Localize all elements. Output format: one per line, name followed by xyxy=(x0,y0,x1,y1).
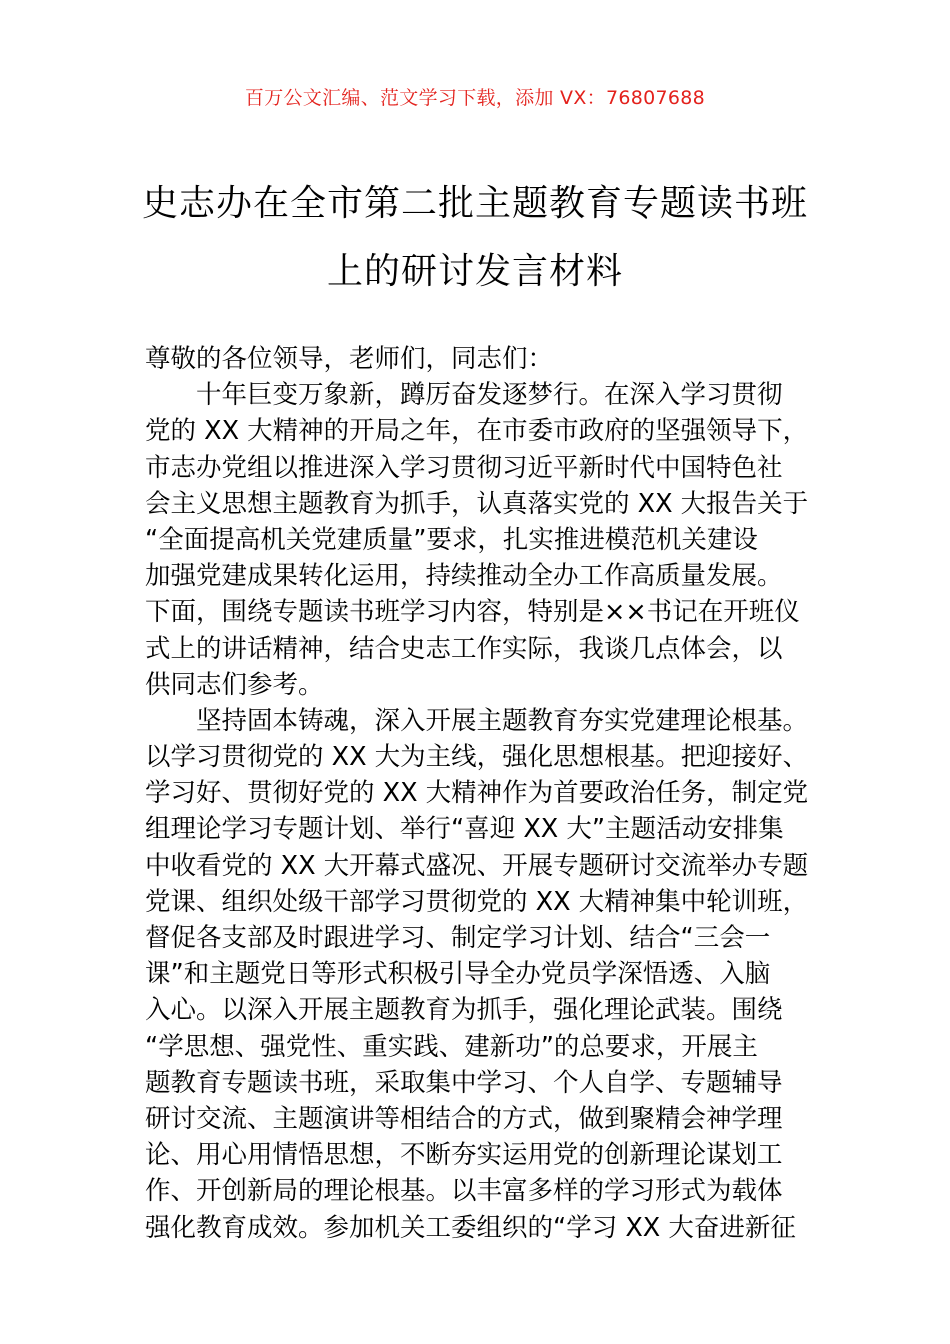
paragraph-2-line: 论、用心用情悟思想，不断夯实运用党的创新理论谋划工 xyxy=(145,1140,783,1171)
document-body xyxy=(145,341,835,1246)
paragraph-1-line: 式上的讲话精神，结合史志工作实际，我谈几点体会，以 xyxy=(145,633,783,664)
paragraph-2-line: 督促各支部及时跟进学习、制定学习计划、结合“三会一 xyxy=(145,923,771,953)
paragraph-2-line: 入心。以深入开展主题教育为抓手，强化理论武装。围绕 xyxy=(145,995,783,1026)
promo-banner: 百万公文汇编、范文学习下载，添加 VX：76807688 xyxy=(244,87,706,109)
paragraph-2-line: “学思想、强党性、重实践、建新功”的总要求，开展主 xyxy=(145,1031,758,1062)
paragraph-1-line: 党的 XX 大精神的开局之年，在市委市政府的坚强领导下， xyxy=(145,416,809,447)
salutation: 尊敬的各位领导，老师们，同志们： xyxy=(145,344,554,374)
paragraph-2-line: 研讨交流、主题演讲等相结合的方式，做到聚精会神学理 xyxy=(145,1103,783,1134)
paragraph-1-line: 供同志们参考。 xyxy=(145,669,324,700)
paragraph-2-line: 以学习贯彻党的 XX 大为主线，强化思想根基。把迎接好、 xyxy=(145,742,809,773)
paragraph-1-line: 会主义思想主题教育为抓手，认真落实党的 XX 大报告关于 xyxy=(145,488,809,519)
paragraph-1-line: 十年巨变万象新，蹲厉奋发逐梦行。在深入学习贯彻 xyxy=(196,380,783,411)
paragraph-1-line: “全面提高机关党建质量”要求，扎实推进模范机关建设 xyxy=(145,524,758,555)
paragraph-1-line: 下面，围绕专题读书班学习内容，特别是××书记在开班仪 xyxy=(145,597,800,628)
paragraph-2-line: 作、开创新局的理论根基。以丰富多样的学习形式为载体 xyxy=(145,1176,783,1207)
paragraph-2-line: 组理论学习专题计划、举行“喜迎 XX 大”主题活动安排集 xyxy=(145,814,784,845)
document-title-line-2: 上的研讨发言材料 xyxy=(326,251,623,292)
paragraph-2-line: 坚持固本铸魂，深入开展主题教育夯实党建理论根基。 xyxy=(196,705,809,736)
paragraph-2-line: 中收看党的 XX 大开幕式盛况、开展专题研讨交流举办专题 xyxy=(145,850,809,881)
paragraph-1-line: 市志办党组以推进深入学习贯彻习近平新时代中国特色社 xyxy=(145,452,783,483)
paragraph-2-line: 题教育专题读书班，采取集中学习、个人自学、专题辅导 xyxy=(145,1067,783,1098)
paragraph-1-line: 加强党建成果转化运用，持续推动全办工作高质量发展。 xyxy=(145,561,783,592)
document-title-line-1: 史志办在全市第二批主题教育专题读书班 xyxy=(141,183,808,224)
paragraph-2-line: 党课、组织处级干部学习贯彻党的 XX 大精神集中轮训班， xyxy=(145,886,809,917)
paragraph-2-line: 学习好、贯彻好党的 XX 大精神作为首要政治任务，制定党 xyxy=(145,778,809,809)
paragraph-2-line: 强化教育成效。参加机关工委组织的“学习 XX 大奋进新征 xyxy=(145,1212,796,1243)
paragraph-2-line: 课”和主题党日等形式积极引导全办党员学深悟透、入脑 xyxy=(145,959,771,990)
